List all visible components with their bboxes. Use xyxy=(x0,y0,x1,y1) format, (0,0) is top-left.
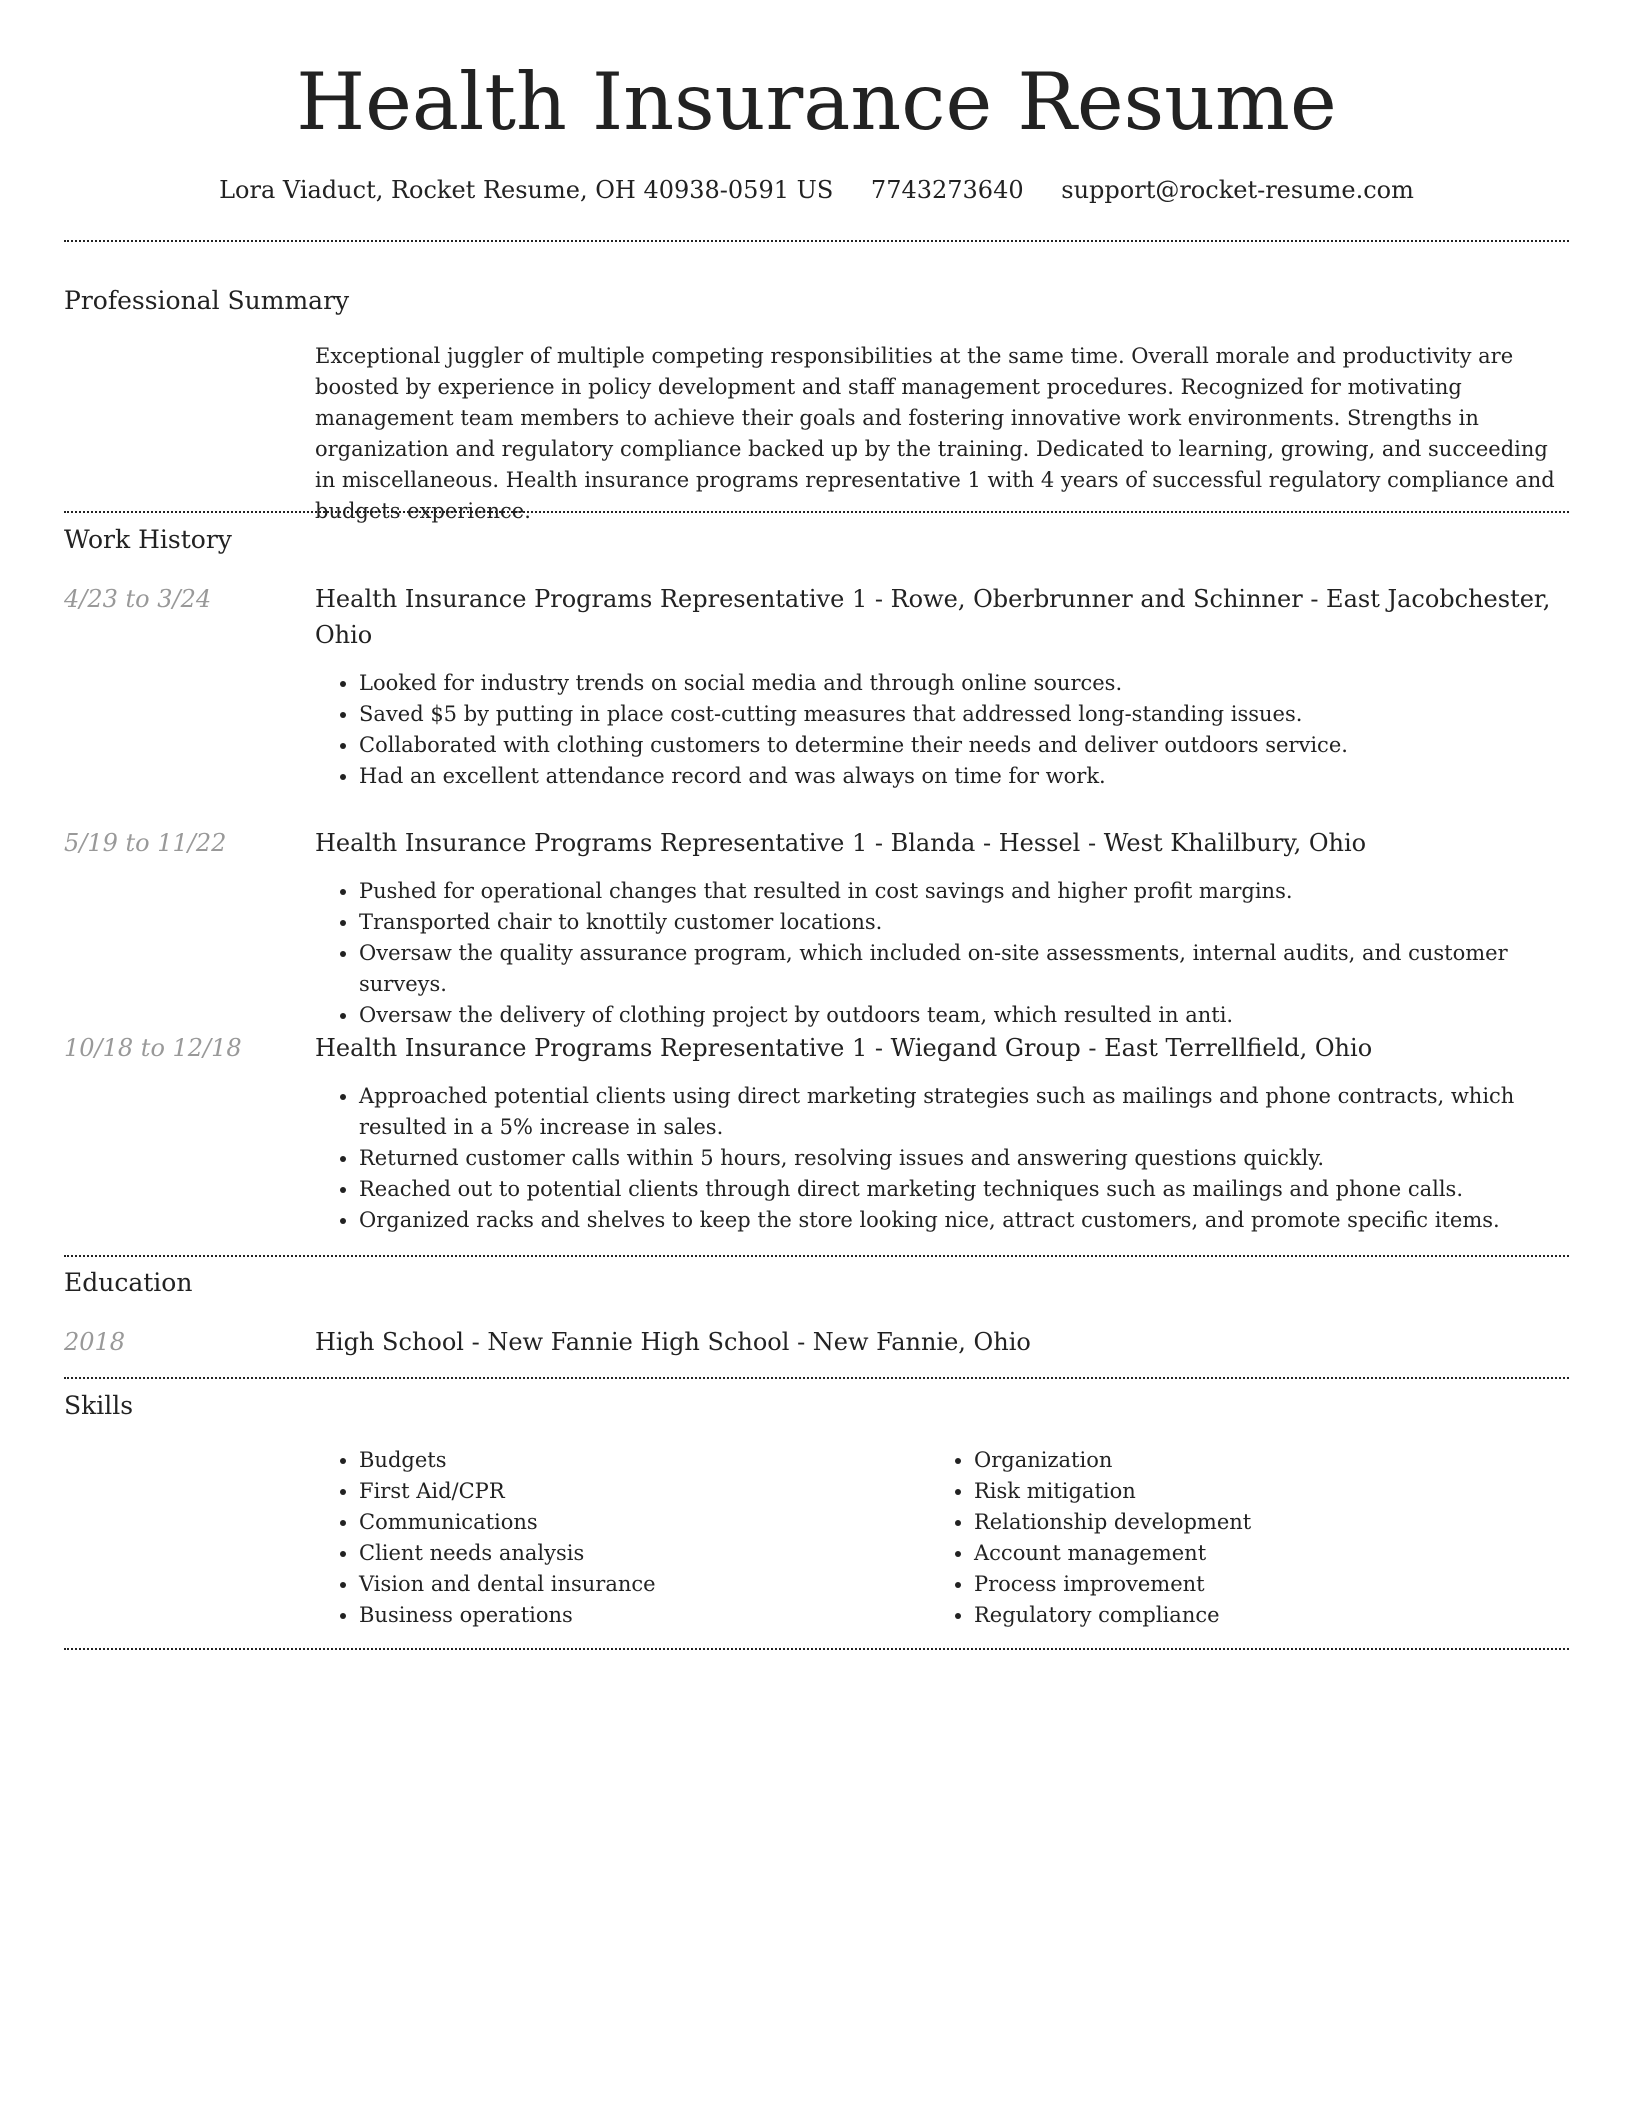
skill-item: • Budgets xyxy=(359,1445,919,1476)
contact-phone: 7743273640 xyxy=(870,176,1024,204)
list-item: • Pushed for operational changes that resulted in cost savings and higher profit margins. xyxy=(359,876,1569,907)
contact-line xyxy=(64,170,1569,210)
list-item: • Organized racks and shelves to keep the store looking nice, attract customers, and promote specific items. xyxy=(359,1205,1569,1236)
skills-list-left xyxy=(315,1445,919,1631)
divider xyxy=(64,1377,1569,1379)
job-bullets xyxy=(315,1081,1569,1236)
job-dates: 4/23 to 3/24 xyxy=(64,585,212,613)
list-item: • Oversaw the delivery of clothing project by outdoors team, which resulted in anti. xyxy=(359,1000,1569,1031)
list-item: • Collaborated with clothing customers to determine their needs and deliver outdoors service. xyxy=(359,730,1569,761)
education-title: High School - New Fannie High School - New Fannie, Ohio xyxy=(315,1328,1031,1356)
job-title: Health Insurance Programs Representative 1 - Blanda - Hessel - West Khalilbury, Ohio xyxy=(315,829,1367,857)
list-item: • Oversaw the quality assurance program, which included on-site assessments, internal audits, and customer surveys. xyxy=(359,938,1569,1000)
summary-text: Exceptional juggler of multiple competing responsibilities at the same time. Overall morale and productivity are boosted by experience in policy development and staff management procedures. Recognized for motivating management team members to achieve their goals and fostering innovative work environments. Strengths in organization and regulatory compliance backed up by the training. Dedicated to learning, growing, and succeeding in miscellaneous. Health insurance programs representative 1 with 4 years of successful regulatory compliance and budgets experience. xyxy=(315,344,1555,523)
section-heading-summary: Professional Summary xyxy=(64,286,350,315)
divider xyxy=(64,1255,1569,1257)
skill-item: • Vision and dental insurance xyxy=(359,1569,919,1600)
skill-item: • Relationship development xyxy=(974,1507,1534,1538)
divider xyxy=(64,511,1569,513)
list-item: • Saved $5 by putting in place cost-cutting measures that addressed long-standing issues. xyxy=(359,699,1569,730)
list-item: • Returned customer calls within 5 hours, resolving issues and answering questions quickly. xyxy=(359,1143,1569,1174)
job-bullets xyxy=(315,668,1569,792)
skill-item: • Client needs analysis xyxy=(359,1538,919,1569)
list-item: • Reached out to potential clients through direct marketing techniques such as mailings and phone calls. xyxy=(359,1174,1569,1205)
job-dates: 10/18 to 12/18 xyxy=(64,1034,242,1062)
skill-item: • Risk mitigation xyxy=(974,1476,1534,1507)
list-item: • Transported chair to knottily customer locations. xyxy=(359,907,1569,938)
contact-address: Lora Viaduct, Rocket Resume, OH 40938-0591 US xyxy=(219,176,834,204)
skills-list-right xyxy=(930,1445,1534,1631)
skill-item: • Organization xyxy=(974,1445,1534,1476)
skill-item: • Communications xyxy=(359,1507,919,1538)
contact-email: support@rocket-resume.com xyxy=(1061,176,1414,204)
skill-item: • Account management xyxy=(974,1538,1534,1569)
job-dates: 5/19 to 11/22 xyxy=(64,829,227,857)
resume-title: Health Insurance Resume xyxy=(296,56,1337,148)
divider xyxy=(64,1648,1569,1650)
job-bullets xyxy=(315,876,1569,1031)
job-title: Health Insurance Programs Representative 1 - Rowe, Oberbrunner and Schinner - East Jacobchester, Ohio xyxy=(315,585,1551,649)
section-heading-education: Education xyxy=(64,1268,193,1297)
list-item: • Looked for industry trends on social media and through online sources. xyxy=(359,668,1569,699)
list-item: • Had an excellent attendance record and was always on time for work. xyxy=(359,761,1569,792)
education-date: 2018 xyxy=(64,1328,126,1356)
skill-item: • Business operations xyxy=(359,1600,919,1631)
skill-item: • First Aid/CPR xyxy=(359,1476,919,1507)
list-item: • Approached potential clients using direct marketing strategies such as mailings and phone contracts, which resulted in a 5% increase in sales. xyxy=(359,1081,1569,1143)
section-heading-work: Work History xyxy=(64,525,232,554)
skill-item: • Process improvement xyxy=(974,1569,1534,1600)
section-heading-skills: Skills xyxy=(64,1391,134,1420)
skill-item: • Regulatory compliance xyxy=(974,1600,1534,1631)
divider xyxy=(64,240,1569,242)
job-title: Health Insurance Programs Representative 1 - Wiegand Group - East Terrellfield, Ohio xyxy=(315,1034,1373,1062)
